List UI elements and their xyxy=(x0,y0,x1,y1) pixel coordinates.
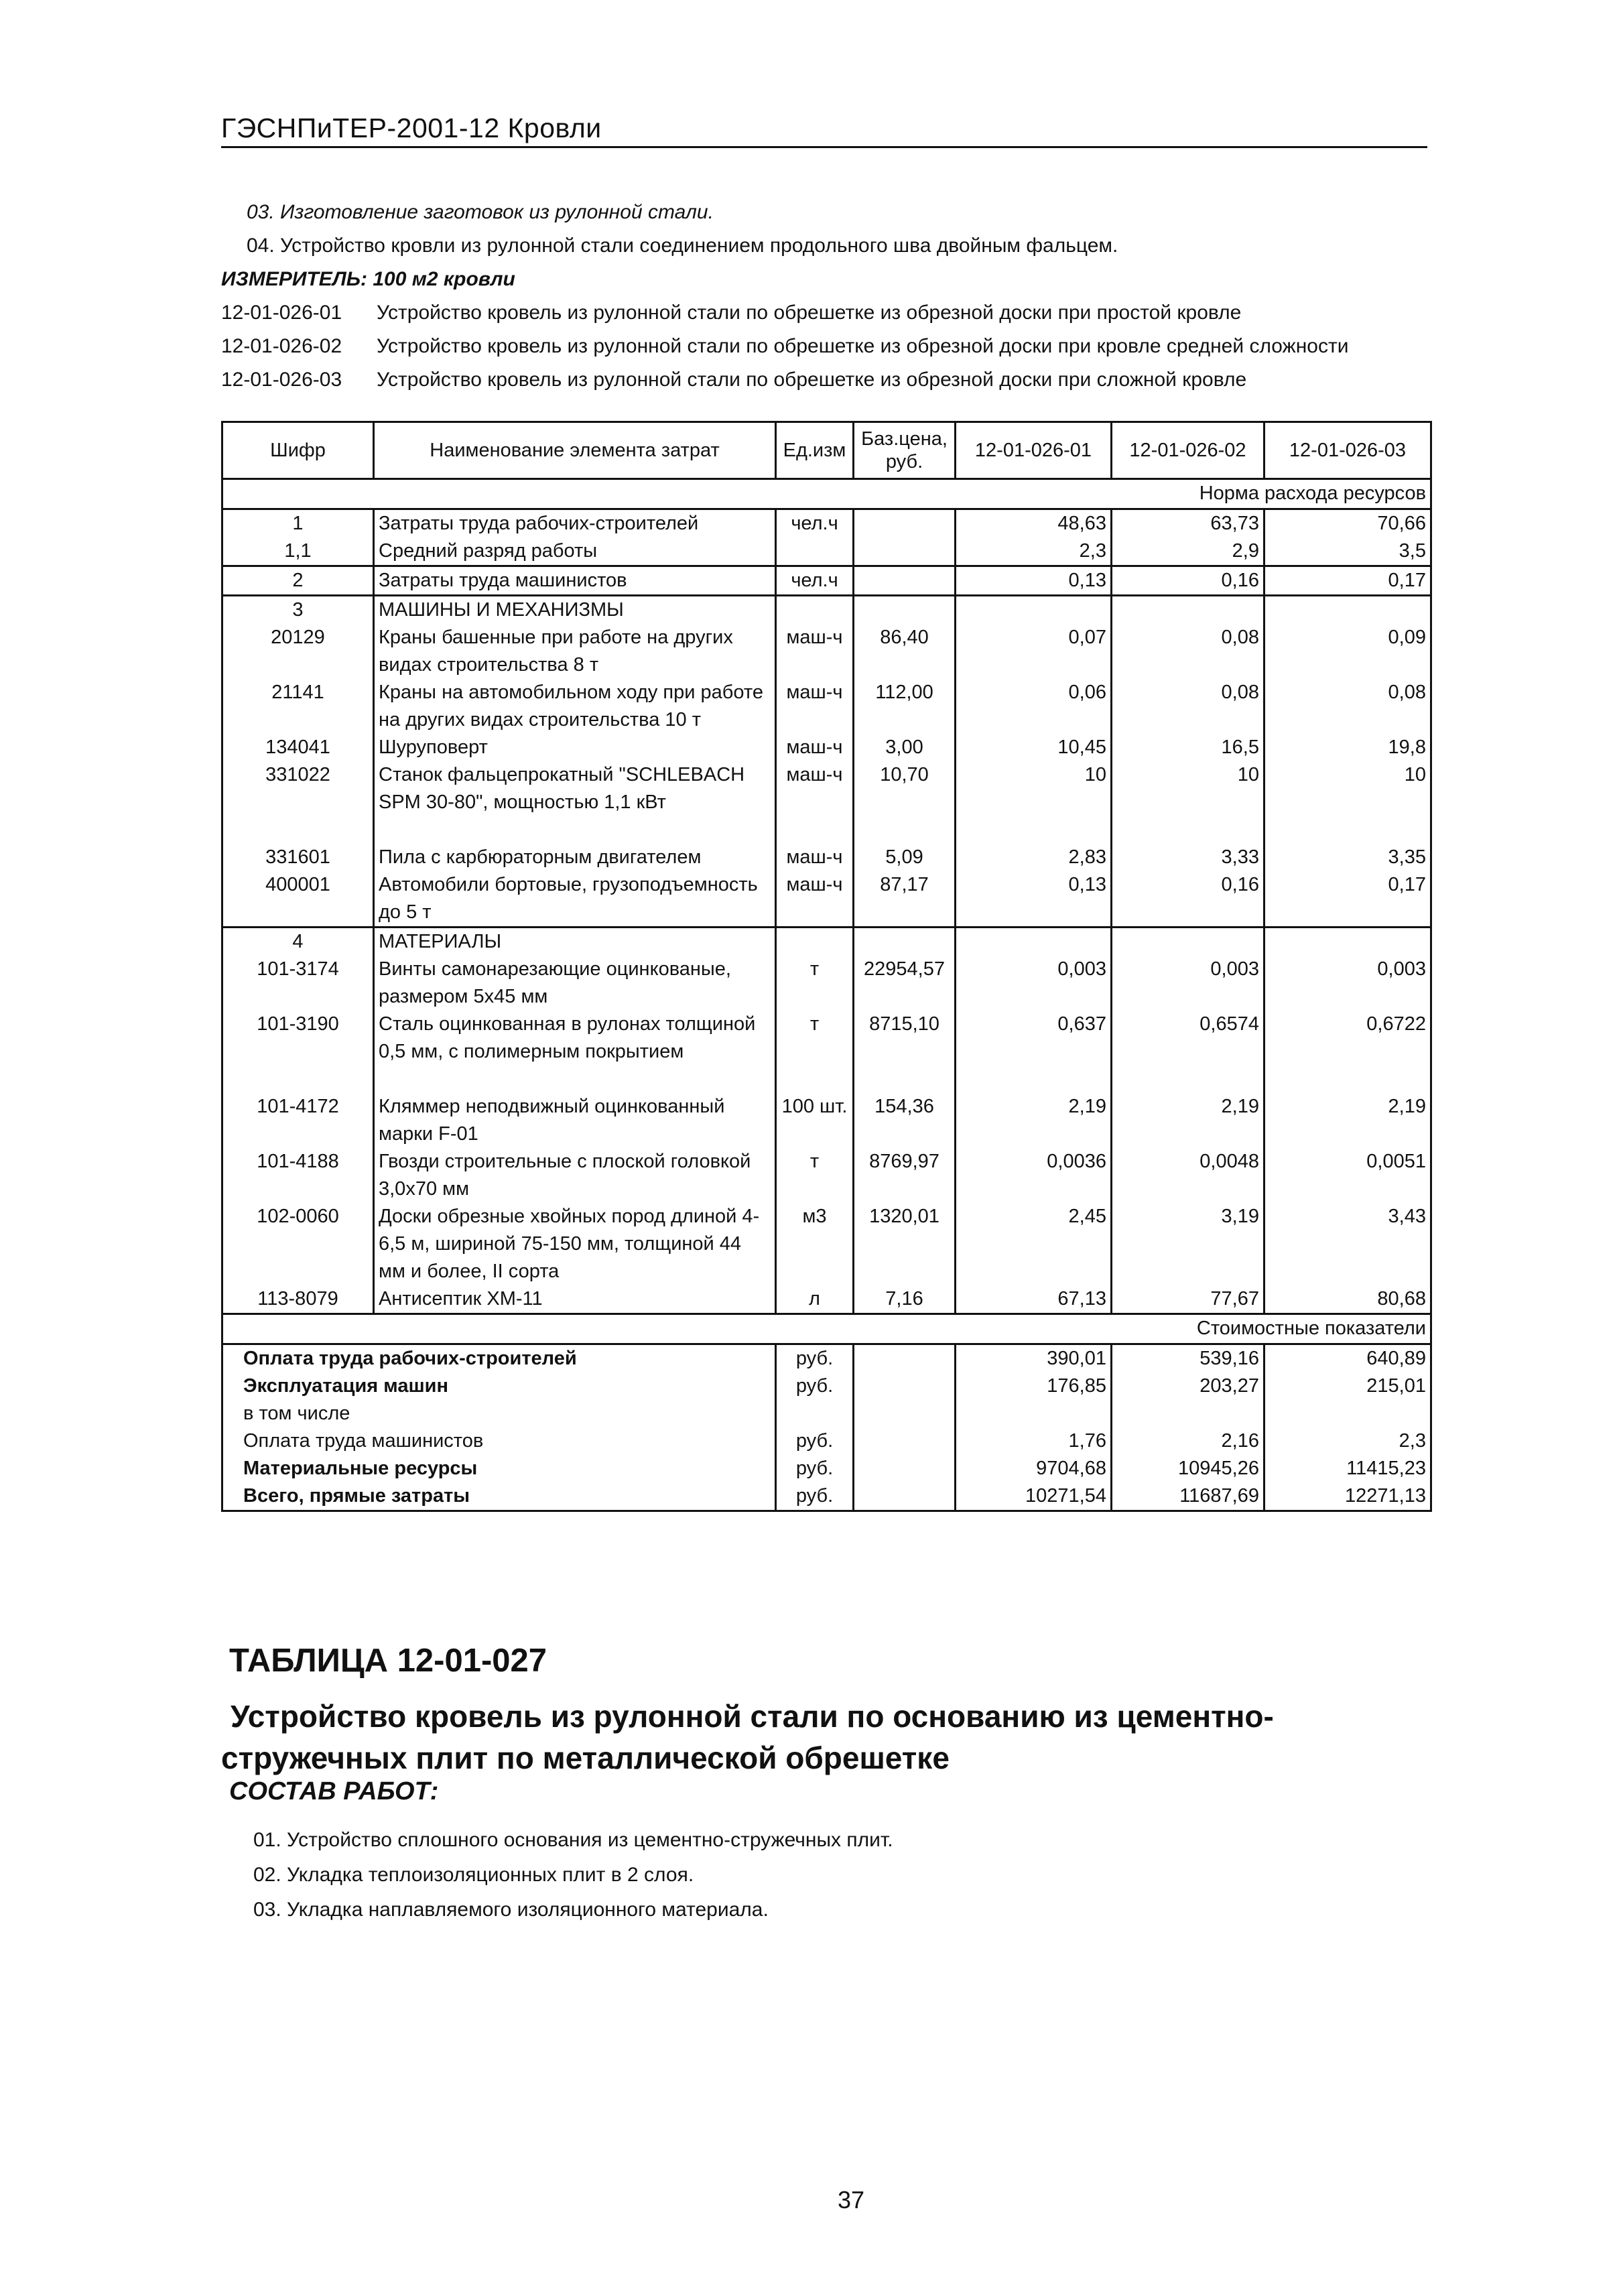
cost-unit: руб. xyxy=(776,1373,854,1400)
row-value-3: 0,17 xyxy=(1264,871,1431,928)
cost-price-empty xyxy=(854,1427,956,1455)
cost-name: Оплата труда машинистов xyxy=(222,1427,776,1455)
cost-value-2: 10945,26 xyxy=(1112,1455,1264,1482)
row-name: МАТЕРИАЛЫ xyxy=(374,928,776,956)
row-unit: маш-ч xyxy=(776,761,854,844)
row-name: Автомобили бортовые, грузоподъемность до 5 т xyxy=(374,871,776,928)
row-value-2: 63,73 xyxy=(1112,509,1264,538)
cost-value-1: 176,85 xyxy=(956,1373,1112,1400)
row-value-2: 16,5 xyxy=(1112,734,1264,761)
row-unit: маш-ч xyxy=(776,844,854,871)
cost-price-empty xyxy=(854,1373,956,1400)
cost-name: Материальные ресурсы xyxy=(222,1455,776,1482)
row-value-1: 48,63 xyxy=(956,509,1112,538)
row-name: Краны башенные при работе на других видах строительства 8 т xyxy=(374,624,776,679)
row-unit: чел.ч xyxy=(776,509,854,538)
cost-row xyxy=(222,1373,1431,1400)
row-unit xyxy=(776,596,854,625)
row-price: 154,36 xyxy=(854,1093,956,1148)
table-row xyxy=(222,1203,1431,1285)
row-value-3: 10 xyxy=(1264,761,1431,844)
row-value-3: 0,17 xyxy=(1264,566,1431,596)
operation-item: 03. Изготовление заготовок из рулонной стали. xyxy=(247,201,714,223)
row-name: Кляммер неподвижный оцинкованный марки F-01 xyxy=(374,1093,776,1148)
row-value-1: 67,13 xyxy=(956,1285,1112,1314)
cost-value-1: 1,76 xyxy=(956,1427,1112,1455)
row-value-3: 0,08 xyxy=(1264,679,1431,734)
column-header-rate-1: 12-01-026-01 xyxy=(956,422,1112,479)
row-name: Средний разряд работы xyxy=(374,537,776,566)
rate-code: 12-01-026-03 xyxy=(221,369,342,391)
table-row xyxy=(222,1011,1431,1093)
row-code: 400001 xyxy=(222,871,374,928)
row-name: Шуруповерт xyxy=(374,734,776,761)
row-name: Станок фальцепрокатный "SCHLEBACH SPM 30-80", мощностью 1,1 кВт xyxy=(374,761,776,844)
row-value-1: 0,13 xyxy=(956,871,1112,928)
row-value-3: 0,6722 xyxy=(1264,1011,1431,1093)
row-code: 101-4188 xyxy=(222,1148,374,1203)
table-row xyxy=(222,928,1431,956)
row-name: Доски обрезные хвойных пород длиной 4-6,5 м, шириной 75-150 мм, толщиной 44 мм и более, II сорта xyxy=(374,1203,776,1285)
row-price: 8769,97 xyxy=(854,1148,956,1203)
cost-value-3: 12271,13 xyxy=(1264,1482,1431,1511)
table-row xyxy=(222,1285,1431,1314)
row-value-3: 19,8 xyxy=(1264,734,1431,761)
work-item: 03. Укладка наплавляемого изоляционного материала. xyxy=(253,1899,769,1921)
cost-price-empty xyxy=(854,1455,956,1482)
cost-row xyxy=(222,1344,1431,1373)
cost-value-3: 2,3 xyxy=(1264,1427,1431,1455)
operation-item: 04. Устройство кровли из рулонной стали соединением продольного шва двойным фальцем. xyxy=(247,235,1118,257)
rate-code-row xyxy=(221,363,1447,397)
row-value-2: 0,6574 xyxy=(1112,1011,1264,1093)
table-row xyxy=(222,566,1431,596)
cost-value-3 xyxy=(1264,1400,1431,1427)
cost-value-2: 2,16 xyxy=(1112,1427,1264,1455)
table-row xyxy=(222,844,1431,871)
row-code: 102-0060 xyxy=(222,1203,374,1285)
row-value-3: 3,5 xyxy=(1264,537,1431,566)
cost-value-3: 640,89 xyxy=(1264,1344,1431,1373)
row-code: 101-3174 xyxy=(222,956,374,1011)
row-price: 22954,57 xyxy=(854,956,956,1011)
resource-norms-table xyxy=(221,421,1432,1512)
row-value-2: 0,0048 xyxy=(1112,1148,1264,1203)
row-name: МАШИНЫ И МЕХАНИЗМЫ xyxy=(374,596,776,625)
row-value-2: 3,19 xyxy=(1112,1203,1264,1285)
cost-name: Эксплуатация машин xyxy=(222,1373,776,1400)
row-price: 5,09 xyxy=(854,844,956,871)
row-value-2 xyxy=(1112,596,1264,625)
cost-caption-row xyxy=(222,1314,1431,1344)
subtitle-line: Устройство кровель из рулонной стали по основанию из цементно- xyxy=(231,1699,1274,1734)
cost-row xyxy=(222,1455,1431,1482)
column-header-rate-2: 12-01-026-02 xyxy=(1112,422,1264,479)
row-value-1: 0,07 xyxy=(956,624,1112,679)
rate-code-row xyxy=(221,296,1447,330)
row-value-2: 10 xyxy=(1112,761,1264,844)
row-code: 20129 xyxy=(222,624,374,679)
row-value-3: 3,35 xyxy=(1264,844,1431,871)
rate-code-row xyxy=(221,330,1447,363)
cost-value-1: 10271,54 xyxy=(956,1482,1112,1511)
row-value-2: 0,08 xyxy=(1112,679,1264,734)
table-row xyxy=(222,956,1431,1011)
row-code: 331022 xyxy=(222,761,374,844)
cost-unit: руб. xyxy=(776,1427,854,1455)
row-value-2: 0,08 xyxy=(1112,624,1264,679)
row-unit: 100 шт. xyxy=(776,1093,854,1148)
row-code: 101-3190 xyxy=(222,1011,374,1093)
row-value-1: 0,13 xyxy=(956,566,1112,596)
row-value-1: 2,19 xyxy=(956,1093,1112,1148)
row-unit: чел.ч xyxy=(776,566,854,596)
cost-unit: руб. xyxy=(776,1482,854,1511)
row-price: 3,00 xyxy=(854,734,956,761)
column-header-rate-3: 12-01-026-03 xyxy=(1264,422,1431,479)
row-value-1: 0,003 xyxy=(956,956,1112,1011)
row-price: 7,16 xyxy=(854,1285,956,1314)
row-price: 86,40 xyxy=(854,624,956,679)
cost-price-empty xyxy=(854,1344,956,1373)
cost-name: Всего, прямые затраты xyxy=(222,1482,776,1511)
work-item: 01. Устройство сплошного основания из цементно-стружечных плит. xyxy=(253,1829,893,1851)
table-row xyxy=(222,537,1431,566)
cost-row xyxy=(222,1400,1431,1427)
row-unit xyxy=(776,928,854,956)
row-value-2: 77,67 xyxy=(1112,1285,1264,1314)
row-code: 331601 xyxy=(222,844,374,871)
table-header-row xyxy=(222,422,1431,479)
row-code: 134041 xyxy=(222,734,374,761)
row-value-3: 0,0051 xyxy=(1264,1148,1431,1203)
row-value-2: 3,33 xyxy=(1112,844,1264,871)
row-value-1 xyxy=(956,928,1112,956)
row-name: Гвозди строительные с плоской головкой 3,0х70 мм xyxy=(374,1148,776,1203)
cost-name: в том числе xyxy=(222,1400,776,1427)
rate-description: Устройство кровель из рулонной стали по обрешетке из обрезной доски при сложной кровле xyxy=(377,369,1247,391)
table-row xyxy=(222,624,1431,679)
row-value-2: 2,9 xyxy=(1112,537,1264,566)
row-price xyxy=(854,928,956,956)
row-value-1: 0,0036 xyxy=(956,1148,1112,1203)
row-value-3 xyxy=(1264,928,1431,956)
column-header-code: Шифр xyxy=(222,422,374,479)
cost-row xyxy=(222,1427,1431,1455)
row-value-1: 2,3 xyxy=(956,537,1112,566)
table-row xyxy=(222,761,1431,844)
row-value-1: 2,83 xyxy=(956,844,1112,871)
row-unit: т xyxy=(776,956,854,1011)
row-price: 8715,10 xyxy=(854,1011,956,1093)
row-code: 1 xyxy=(222,509,374,538)
row-name: Затраты труда рабочих-строителей xyxy=(374,509,776,538)
table-row xyxy=(222,596,1431,625)
row-value-1: 10 xyxy=(956,761,1112,844)
row-code: 1,1 xyxy=(222,537,374,566)
table-row xyxy=(222,1093,1431,1148)
row-value-3: 70,66 xyxy=(1264,509,1431,538)
row-value-2: 0,16 xyxy=(1112,871,1264,928)
row-name: Винты самонарезающие оцинкованые, размером 5х45 мм xyxy=(374,956,776,1011)
row-price: 112,00 xyxy=(854,679,956,734)
cost-unit: руб. xyxy=(776,1455,854,1482)
column-header-unit: Ед.изм xyxy=(776,422,854,479)
meter-line: ИЗМЕРИТЕЛЬ: 100 м2 кровли xyxy=(221,268,515,290)
cost-value-1 xyxy=(956,1400,1112,1427)
row-price xyxy=(854,509,956,538)
cost-name: Оплата труда рабочих-строителей xyxy=(222,1344,776,1373)
row-value-3: 3,43 xyxy=(1264,1203,1431,1285)
rate-description: Устройство кровель из рулонной стали по обрешетке из обрезной доски при кровле средней сложности xyxy=(377,335,1349,357)
row-value-3: 0,09 xyxy=(1264,624,1431,679)
cost-row xyxy=(222,1482,1431,1511)
row-name: Краны на автомобильном ходу при работе на других видах строительства 10 т xyxy=(374,679,776,734)
row-price: 1320,01 xyxy=(854,1203,956,1285)
cost-value-2: 203,27 xyxy=(1112,1373,1264,1400)
row-value-2: 2,19 xyxy=(1112,1093,1264,1148)
cost-unit: руб. xyxy=(776,1344,854,1373)
row-value-1: 0,637 xyxy=(956,1011,1112,1093)
cost-value-1: 9704,68 xyxy=(956,1455,1112,1482)
norm-caption-row xyxy=(222,479,1431,509)
row-code: 4 xyxy=(222,928,374,956)
rate-code: 12-01-026-02 xyxy=(221,335,342,357)
row-price xyxy=(854,596,956,625)
works-list xyxy=(253,1823,893,1927)
column-header-name: Наименование элемента затрат xyxy=(374,422,776,479)
row-price xyxy=(854,537,956,566)
row-code: 113-8079 xyxy=(222,1285,374,1314)
row-unit: т xyxy=(776,1011,854,1093)
row-name: Затраты труда машинистов xyxy=(374,566,776,596)
row-unit: л xyxy=(776,1285,854,1314)
work-item: 02. Укладка теплоизоляционных плит в 2 слоя. xyxy=(253,1864,694,1886)
next-table-subtitle xyxy=(221,1696,1427,1779)
row-code: 3 xyxy=(222,596,374,625)
row-value-1: 2,45 xyxy=(956,1203,1112,1285)
next-table-title: ТАБЛИЦА 12-01-027 xyxy=(229,1643,547,1679)
cost-price-empty xyxy=(854,1482,956,1511)
rate-code: 12-01-026-01 xyxy=(221,302,342,324)
intro-block xyxy=(221,196,1447,397)
row-code: 2 xyxy=(222,566,374,596)
cost-unit xyxy=(776,1400,854,1427)
row-price: 87,17 xyxy=(854,871,956,928)
row-price xyxy=(854,566,956,596)
table-row xyxy=(222,509,1431,538)
column-header-price: Баз.цена, руб. xyxy=(854,422,956,479)
row-value-2: 0,003 xyxy=(1112,956,1264,1011)
row-unit: маш-ч xyxy=(776,871,854,928)
row-unit: маш-ч xyxy=(776,734,854,761)
row-unit: маш-ч xyxy=(776,624,854,679)
rate-description: Устройство кровель из рулонной стали по обрешетке из обрезной доски при простой кровле xyxy=(377,302,1242,324)
row-unit: м3 xyxy=(776,1203,854,1285)
row-unit: маш-ч xyxy=(776,679,854,734)
row-value-3: 80,68 xyxy=(1264,1285,1431,1314)
header-rule xyxy=(221,146,1427,148)
row-code: 21141 xyxy=(222,679,374,734)
cost-value-3: 215,01 xyxy=(1264,1373,1431,1400)
table-row xyxy=(222,734,1431,761)
row-name: Пила с карбюраторным двигателем xyxy=(374,844,776,871)
table-row xyxy=(222,871,1431,928)
norm-caption: Норма расхода ресурсов xyxy=(222,479,1431,509)
cost-caption: Стоимостные показатели xyxy=(222,1314,1431,1344)
row-unit: т xyxy=(776,1148,854,1203)
table-row xyxy=(222,1148,1431,1203)
row-price: 10,70 xyxy=(854,761,956,844)
cost-value-1: 390,01 xyxy=(956,1344,1112,1373)
document-header-title: ГЭСНПиТЕР-2001-12 Кровли xyxy=(221,113,602,143)
page-number: 37 xyxy=(838,2186,865,2214)
cost-value-2 xyxy=(1112,1400,1264,1427)
cost-price-empty xyxy=(854,1400,956,1427)
cost-value-2: 11687,69 xyxy=(1112,1482,1264,1511)
table-row xyxy=(222,679,1431,734)
row-value-1: 10,45 xyxy=(956,734,1112,761)
row-value-2: 0,16 xyxy=(1112,566,1264,596)
cost-value-3: 11415,23 xyxy=(1264,1455,1431,1482)
row-value-1 xyxy=(956,596,1112,625)
row-value-2 xyxy=(1112,928,1264,956)
row-unit xyxy=(776,537,854,566)
subtitle-line: стружечных плит по металлической обрешетке xyxy=(221,1740,950,1775)
row-name: Антисептик ХМ-11 xyxy=(374,1285,776,1314)
row-name: Сталь оцинкованная в рулонах толщиной 0,5 мм, с полимерным покрытием xyxy=(374,1011,776,1093)
cost-value-2: 539,16 xyxy=(1112,1344,1264,1373)
row-code: 101-4172 xyxy=(222,1093,374,1148)
row-value-3: 2,19 xyxy=(1264,1093,1431,1148)
row-value-3 xyxy=(1264,596,1431,625)
row-value-3: 0,003 xyxy=(1264,956,1431,1011)
composition-title: СОСТАВ РАБОТ: xyxy=(229,1777,439,1805)
row-value-1: 0,06 xyxy=(956,679,1112,734)
